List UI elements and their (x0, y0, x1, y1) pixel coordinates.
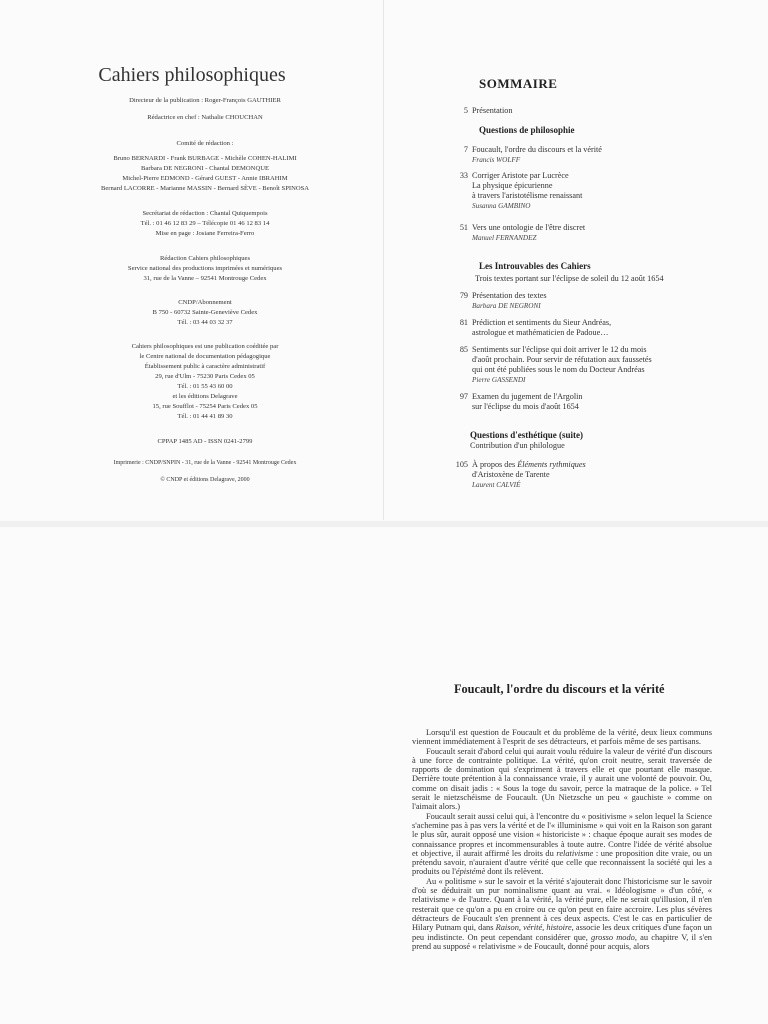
director-line: Directeur de la publication : Roger-François GAUTHIER (129, 97, 281, 104)
entry-title: Foucault, l'ordre du discours et la vérité (472, 145, 602, 154)
subscription-line: Tél. : 03 44 03 32 37 (177, 319, 233, 326)
coedition-line: le Centre national de documentation pédagogique (139, 353, 271, 360)
entry-author: Pierre GASSENDI (472, 376, 526, 384)
coedition-line: Cahiers philosophiques est une publication coéditée par (131, 343, 279, 350)
entry-title-italic: Éléments rythmiques (517, 460, 586, 469)
subscription-line: CNDP/Abonnement (178, 299, 232, 306)
coedition-line: Tél. : 01 55 43 60 00 (177, 383, 233, 390)
entry-title-line: Prédiction et sentiments du Sieur Andréas, (472, 318, 612, 327)
cppap-line: CPPAP 1485 AD - ISSN 0241-2799 (157, 438, 253, 445)
committee-line: Bernard LACORRE - Marianne MASSIN - Bernard SÈVE - Benoît SPINOSA (100, 185, 310, 192)
page-number: 85 (459, 345, 468, 354)
copyright-line: © CNDP et éditions Delagrave, 2000 (160, 477, 250, 483)
page-number: 33 (459, 171, 468, 180)
italic-run: Raison, vérité, histoire (495, 923, 572, 933)
entry-author: Laurent CALVIÉ (472, 481, 521, 489)
editor-line: Rédactrice en chef : Nathalie CHOUCHAN (147, 114, 263, 121)
text-run: , au chapitre V, il s'en prend au supposé « relativisme » de Foucault, donné pour acquis, alors (412, 932, 712, 951)
entry-author: Francis WOLFF (472, 156, 521, 164)
entry-title-prefix: À propos des (472, 460, 518, 469)
entry-author: Manuel FERNANDEZ (472, 234, 537, 242)
article-paragraph: Foucault serait d'abord celui qui aurait voulu réduire la valeur de vérité d'un discours à une force de contrainte politique. La vérité, qu'on croit neutre, serait traversée de rapports de domination qui s'expriment à travers elle et que pourtant elle masque. Derrière toute prétention à la connaissance vraie, il y aurait une volonté de pouvoir. Ou, comme on disait jadis : « Sous la toge du savoir, perce la matraque de la police. » Tel serait le nietzschéisme de Foucault. (Un Nietzsche un peu « gauchiste » comme on l'aimait alors.) (412, 746, 712, 812)
section-heading: Questions d'esthétique (suite) (470, 430, 584, 440)
coedition-line: Établissement public à caractère administratif (144, 363, 266, 370)
article-paragraph (412, 812, 712, 877)
entry-title-line: Corriger Aristote par Lucrèce (472, 171, 569, 180)
entry-title-line: à travers l'aristotélisme renaissant (472, 191, 583, 200)
page-number: 81 (459, 318, 468, 327)
entry-title-line: Examen du jugement de l'Argolin (472, 392, 583, 401)
italic-run: épistémè (455, 867, 486, 877)
imprimerie-line: Imprimerie : CNDP/SNPIN - 31, rue de la Vanne - 92541 Montrouge Cedex (113, 460, 297, 466)
entry-title: Présentation des textes (472, 291, 547, 300)
entry-title-line: La physique épicurienne (472, 181, 553, 190)
coedition-line: 29, rue d'Ulm - 75230 Paris Cedex 05 (155, 373, 255, 380)
entry-title-line: Sentiments sur l'éclipse qui doit arriver le 12 du mois (472, 345, 647, 354)
redaction-line: 31, rue de la Vanne – 92541 Montrouge Cedex (143, 275, 267, 282)
coedition-line: et les éditions Delagrave (172, 393, 238, 400)
committee-line: Barbara DE NEGRONI - Chantal DEMONQUE (141, 165, 269, 172)
text-run: , associe les deux critiques d'une façon un peu indistincte. On peut cependant considérer que, (412, 923, 712, 942)
committee-heading: Comité de rédaction : (176, 140, 234, 147)
text-run: : une proposition dite vraie, ou un prétendu savoir, n'auraient d'autre vérité que celle que reconnaissent la société qui les a produits ou l' (412, 848, 712, 877)
section-subtitle: Contribution d'un philologue (470, 441, 565, 450)
secretariat-line: Tél. : 01 46 12 83 29 – Télécopie 01 46 12 83 14 (140, 220, 270, 227)
page-number: 79 (459, 291, 468, 300)
right-page-sommaire (384, 0, 768, 520)
redaction-line: Service national des productions imprimées et numériques (127, 265, 283, 272)
text-run: Au « politisme » sur le savoir et la vérité s'ajouterait donc l'historicisme sur le savoir d'où se déduirait un pur nominalisme quant au vrai. « Idéologisme » d'un côté, « relativisme » de l'autre. Quant à la vérité, la vérité pure, elle ne serait qu'illusion, il n'en resterait que ce qu'on a pu en croire ou ce qu'on peut en faire accroire. Les plus sévères détracteurs de Foucault s'en prennent à ces deux aspects. C'est le cas en particulier de Hilary Putnam qui, dans (412, 876, 712, 933)
section-heading: Les Introuvables des Cahiers (479, 261, 591, 271)
text-run: Foucault serait aussi celui qui, à l'encontre du « positivisme » selon lequel la Science s'achemine pas à pas vers la vérité et de l'« illuminisme » qui voit en la Raison son garant le plus sûr, aurait opposé une vision « historiciste » : chaque époque aurait ses modes de connaissance propres et incommensurables à toute autre. Contre l'idée de vérité absolue et objective, il aurait affirmé les droits du (412, 811, 712, 858)
article-body (412, 728, 712, 951)
section-heading: Questions de philosophie (479, 125, 575, 135)
section-subtitle: Trois textes portant sur l'éclipse de soleil du 12 août 1654 (475, 274, 664, 283)
text-run: dont ils relèvent. (485, 867, 544, 877)
entry-title-line (472, 460, 740, 470)
redaction-line: Rédaction Cahiers philosophiques (159, 255, 251, 262)
sommaire-title: SOMMAIRE (479, 76, 558, 91)
committee-line: Bruno BERNARDI - Frank BURBAGE - Michèle COHEN-HALIMI (113, 155, 297, 162)
article-title: Foucault, l'ordre du discours et la vérité (454, 682, 665, 696)
page-number: 105 (455, 460, 468, 469)
entry-title-line: d'Aristoxène de Tarente (472, 470, 550, 479)
scan-gap (0, 521, 768, 527)
italic-run: relativisme (556, 848, 594, 858)
coedition-line: 15, rue Soufflot - 75254 Paris Cedex 05 (152, 403, 258, 410)
entry-title-line: sur l'éclipse du mois d'août 1654 (472, 402, 579, 411)
entry-author: Barbara DE NEGRONI (472, 302, 541, 310)
page-number: 97 (459, 392, 468, 401)
page-number: 51 (459, 223, 468, 232)
coedition-line: Tél. : 01 44 41 89 30 (177, 413, 233, 420)
entry-title: Vers une ontologie de l'être discret (472, 223, 586, 232)
article-paragraph (412, 877, 712, 951)
italic-run: grosso modo (591, 932, 635, 942)
entry-title-line: qui ont été publiées sous le nom du Docteur Andréas (472, 365, 645, 374)
entry-title: Présentation (472, 106, 513, 115)
entry-author: Susanna GAMBINO (472, 202, 531, 210)
secretariat-line: Mise en page : Josiane Ferreira-Ferro (155, 230, 255, 237)
subscription-line: B 750 - 60732 Sainte-Geneviève Cedex (152, 309, 258, 316)
page-number: 5 (463, 106, 468, 115)
entry-title-line: astrologue et mathématicien de Padoue… (472, 328, 609, 337)
secretariat-line: Secrétariat de rédaction : Chantal Quiquempois (142, 210, 268, 217)
page-number: 7 (463, 145, 468, 154)
journal-title: Cahiers philosophiques (98, 64, 286, 86)
committee-line: Michel-Pierre EDMOND - Gérard GUEST - Annie IBRAHIM (122, 175, 288, 182)
article-paragraph: Lorsqu'il est question de Foucault et du problème de la vérité, deux lieux communs viennent immédiatement à l'esprit de ses détracteurs, et parfois même de ses partisans. (412, 728, 712, 747)
entry-title-line: d'août prochain. Pour servir de réfutation aux faussetés (472, 355, 652, 364)
